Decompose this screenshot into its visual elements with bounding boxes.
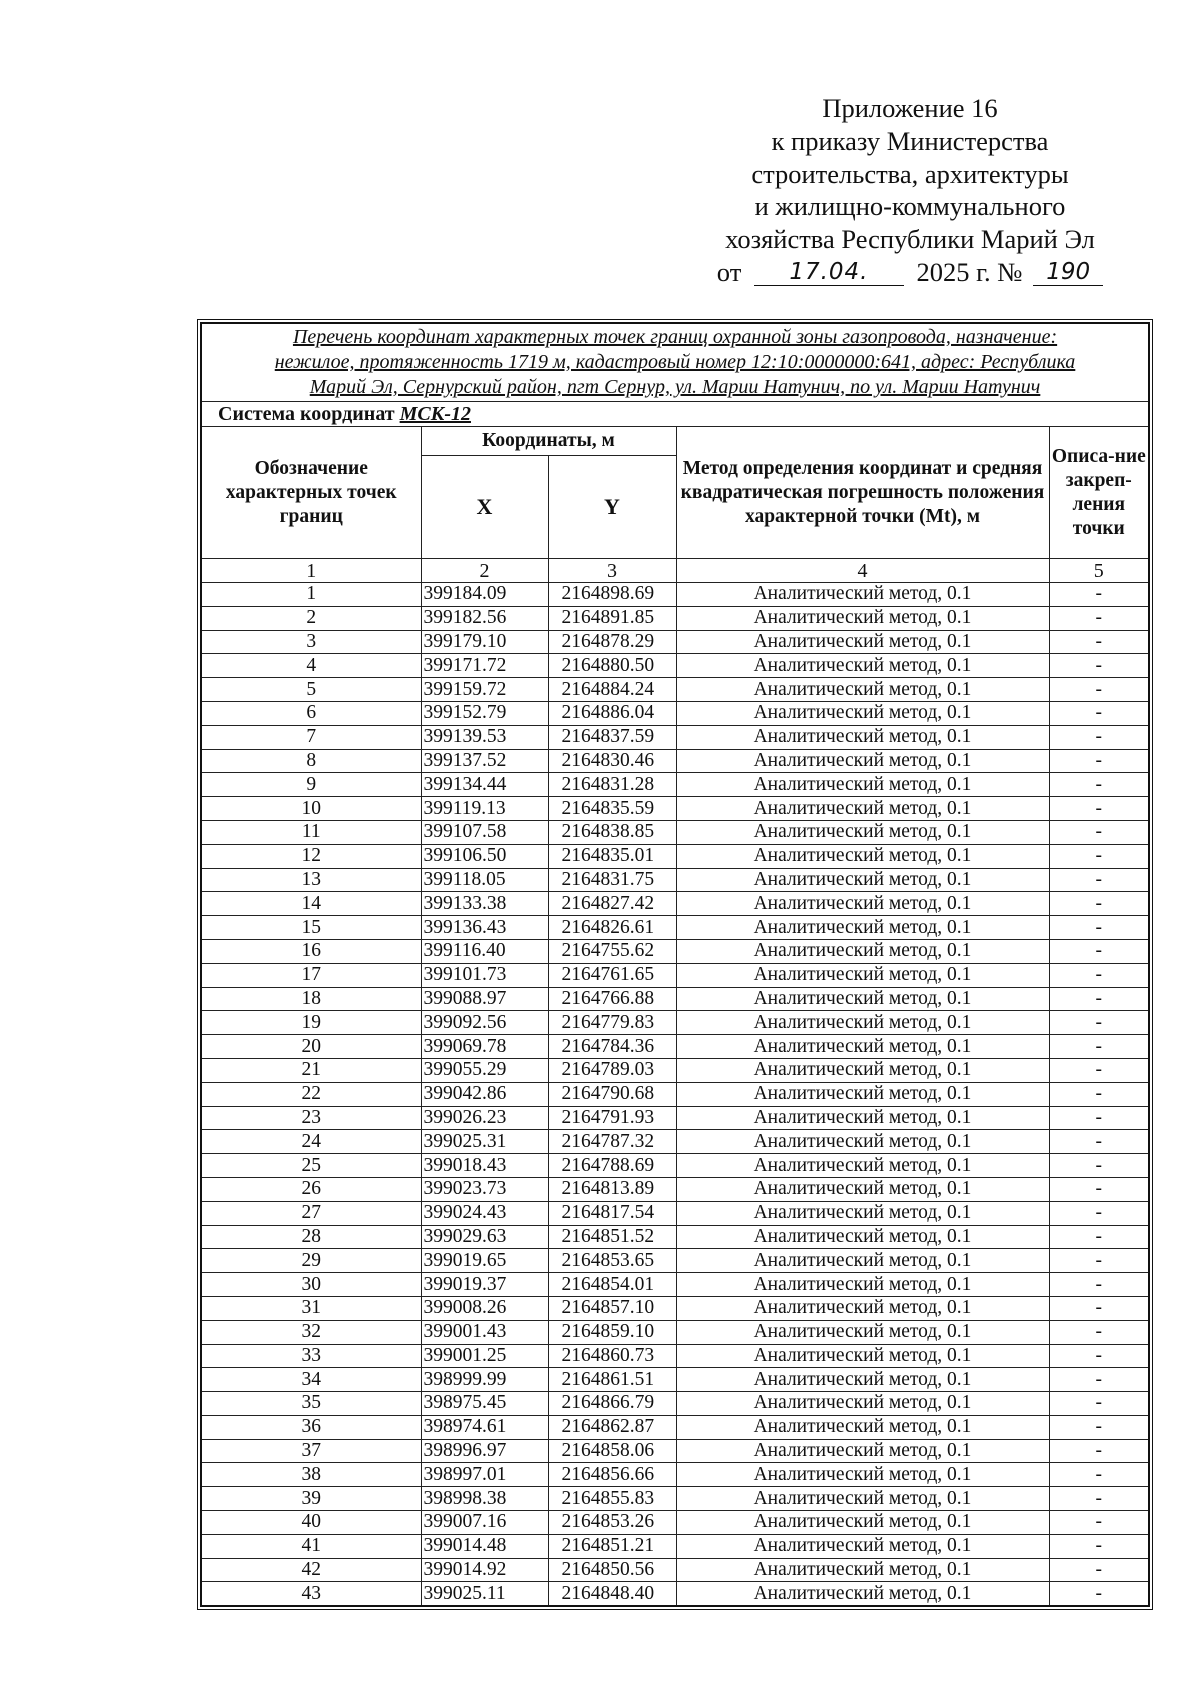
point-number: 8 <box>201 749 421 773</box>
coordinate-system-value: МСК-12 <box>399 402 471 425</box>
fixing-description: - <box>1049 1106 1149 1130</box>
table-row <box>201 1058 1149 1082</box>
table-row <box>201 1463 1149 1487</box>
method-accuracy: Аналитический метод, 0.1 <box>676 701 1049 725</box>
method-accuracy: Аналитический метод, 0.1 <box>676 987 1049 1011</box>
fixing-description: - <box>1049 749 1149 773</box>
method-accuracy: Аналитический метод, 0.1 <box>676 797 1049 821</box>
x-coordinate: 399152.79 <box>421 701 548 725</box>
y-coordinate: 2164880.50 <box>548 654 676 678</box>
date-prefix: от <box>716 256 742 287</box>
point-number: 31 <box>201 1296 421 1320</box>
y-coordinate: 2164851.21 <box>548 1534 676 1558</box>
x-coordinate: 399042.86 <box>421 1082 548 1106</box>
table-row <box>201 1558 1149 1582</box>
header-x: X <box>421 456 548 559</box>
method-accuracy: Аналитический метод, 0.1 <box>676 583 1049 607</box>
title-line: Перечень координат характерных точек границ охранной зоны газопровода, назначение: <box>292 326 1058 348</box>
y-coordinate: 2164853.65 <box>548 1249 676 1273</box>
x-coordinate: 399092.56 <box>421 1011 548 1035</box>
fixing-description: - <box>1049 1225 1149 1249</box>
header-line: строительства, архитектуры <box>751 158 1069 189</box>
x-coordinate: 399014.92 <box>421 1558 548 1582</box>
column-number: 4 <box>676 559 1049 583</box>
method-accuracy: Аналитический метод, 0.1 <box>676 1201 1049 1225</box>
header-coordinates: Координаты, м <box>421 427 676 456</box>
point-number: 22 <box>201 1082 421 1106</box>
table-title <box>201 323 1149 402</box>
y-coordinate: 2164861.51 <box>548 1368 676 1392</box>
table-row <box>201 939 1149 963</box>
fixing-description: - <box>1049 1368 1149 1392</box>
table-row <box>201 987 1149 1011</box>
table-row <box>201 583 1149 607</box>
fixing-description: - <box>1049 1344 1149 1368</box>
method-accuracy: Аналитический метод, 0.1 <box>676 1487 1049 1511</box>
x-coordinate: 399014.48 <box>421 1534 548 1558</box>
method-accuracy: Аналитический метод, 0.1 <box>676 1534 1049 1558</box>
table-row <box>201 1035 1149 1059</box>
y-coordinate: 2164755.62 <box>548 939 676 963</box>
x-coordinate: 399182.56 <box>421 606 548 630</box>
fixing-description: - <box>1049 1320 1149 1344</box>
x-coordinate: 399171.72 <box>421 654 548 678</box>
point-number: 6 <box>201 701 421 725</box>
method-accuracy: Аналитический метод, 0.1 <box>676 654 1049 678</box>
y-coordinate: 2164858.06 <box>548 1439 676 1463</box>
point-number: 39 <box>201 1487 421 1511</box>
coordinates-table <box>200 322 1150 1607</box>
table-row <box>201 1225 1149 1249</box>
point-number: 34 <box>201 1368 421 1392</box>
y-coordinate: 2164891.85 <box>548 606 676 630</box>
method-accuracy: Аналитический метод, 0.1 <box>676 1415 1049 1439</box>
y-coordinate: 2164835.59 <box>548 797 676 821</box>
method-accuracy: Аналитический метод, 0.1 <box>676 1058 1049 1082</box>
point-number: 12 <box>201 844 421 868</box>
y-coordinate: 2164831.75 <box>548 868 676 892</box>
method-accuracy: Аналитический метод, 0.1 <box>676 820 1049 844</box>
fixing-description: - <box>1049 1558 1149 1582</box>
fixing-description: - <box>1049 820 1149 844</box>
x-coordinate: 399116.40 <box>421 939 548 963</box>
table-row <box>201 1106 1149 1130</box>
fixing-description: - <box>1049 1534 1149 1558</box>
fixing-description: - <box>1049 987 1149 1011</box>
y-coordinate: 2164761.65 <box>548 963 676 987</box>
y-coordinate: 2164831.28 <box>548 773 676 797</box>
fixing-description: - <box>1049 583 1149 607</box>
table-row <box>201 844 1149 868</box>
table-row <box>201 725 1149 749</box>
y-coordinate: 2164859.10 <box>548 1320 676 1344</box>
x-coordinate: 399136.43 <box>421 916 548 940</box>
y-coordinate: 2164851.52 <box>548 1225 676 1249</box>
fixing-description: - <box>1049 868 1149 892</box>
column-number: 5 <box>1049 559 1149 583</box>
y-coordinate: 2164886.04 <box>548 701 676 725</box>
method-accuracy: Аналитический метод, 0.1 <box>676 1035 1049 1059</box>
x-coordinate: 399069.78 <box>421 1035 548 1059</box>
table-row <box>201 1296 1149 1320</box>
table-row <box>201 1201 1149 1225</box>
header-line: хозяйства Республики Марий Эл <box>725 224 1095 255</box>
table-row <box>201 1177 1149 1201</box>
method-accuracy: Аналитический метод, 0.1 <box>676 749 1049 773</box>
point-number: 36 <box>201 1415 421 1439</box>
point-number: 1 <box>201 583 421 607</box>
method-accuracy: Аналитический метод, 0.1 <box>676 1439 1049 1463</box>
fixing-description: - <box>1049 1177 1149 1201</box>
method-accuracy: Аналитический метод, 0.1 <box>676 916 1049 940</box>
table-row <box>201 749 1149 773</box>
header-line: Приложение 16 <box>822 93 998 123</box>
method-accuracy: Аналитический метод, 0.1 <box>676 1154 1049 1178</box>
y-coordinate: 2164838.85 <box>548 820 676 844</box>
x-coordinate: 399101.73 <box>421 963 548 987</box>
x-coordinate: 399023.73 <box>421 1177 548 1201</box>
title-line: Марий Эл, Сернурский район, пгт Сернур, ул. Марии Натунич, по ул. Марии Натунич <box>309 376 1041 398</box>
point-number: 40 <box>201 1511 421 1535</box>
y-coordinate: 2164853.26 <box>548 1511 676 1535</box>
fixing-description: - <box>1049 701 1149 725</box>
method-accuracy: Аналитический метод, 0.1 <box>676 1130 1049 1154</box>
y-coordinate: 2164856.66 <box>548 1463 676 1487</box>
header-method: Метод определения координат и средняя квадратическая погрешность положения характерной точки (Mt), м <box>676 427 1049 559</box>
point-number: 16 <box>201 939 421 963</box>
y-coordinate: 2164837.59 <box>548 725 676 749</box>
point-number: 25 <box>201 1154 421 1178</box>
x-coordinate: 399106.50 <box>421 844 548 868</box>
point-number: 15 <box>201 916 421 940</box>
x-coordinate: 399055.29 <box>421 1058 548 1082</box>
table-row <box>201 820 1149 844</box>
point-number: 10 <box>201 797 421 821</box>
fixing-description: - <box>1049 1011 1149 1035</box>
method-accuracy: Аналитический метод, 0.1 <box>676 678 1049 702</box>
table-row <box>201 773 1149 797</box>
y-coordinate: 2164784.36 <box>548 1035 676 1059</box>
fixing-description: - <box>1049 1082 1149 1106</box>
column-number: 2 <box>421 559 548 583</box>
method-accuracy: Аналитический метод, 0.1 <box>676 963 1049 987</box>
coordinate-system-row <box>201 402 1149 427</box>
table-row <box>201 1344 1149 1368</box>
x-coordinate: 398996.97 <box>421 1439 548 1463</box>
table-row <box>201 892 1149 916</box>
y-coordinate: 2164766.88 <box>548 987 676 1011</box>
method-accuracy: Аналитический метод, 0.1 <box>676 1225 1049 1249</box>
point-number: 38 <box>201 1463 421 1487</box>
handwritten-order-number: 190 <box>1033 259 1103 286</box>
x-coordinate: 398999.99 <box>421 1368 548 1392</box>
y-coordinate: 2164862.87 <box>548 1415 676 1439</box>
y-coordinate: 2164850.56 <box>548 1558 676 1582</box>
y-coordinate: 2164860.73 <box>548 1344 676 1368</box>
point-number: 26 <box>201 1177 421 1201</box>
y-coordinate: 2164813.89 <box>548 1177 676 1201</box>
table-row <box>201 1320 1149 1344</box>
point-number: 14 <box>201 892 421 916</box>
method-accuracy: Аналитический метод, 0.1 <box>676 1511 1049 1535</box>
table-row <box>201 1011 1149 1035</box>
y-coordinate: 2164866.79 <box>548 1392 676 1416</box>
table-row <box>201 797 1149 821</box>
table-row <box>201 678 1149 702</box>
point-number: 18 <box>201 987 421 1011</box>
fixing-description: - <box>1049 916 1149 940</box>
x-coordinate: 398975.45 <box>421 1392 548 1416</box>
table-row <box>201 1534 1149 1558</box>
x-coordinate: 399139.53 <box>421 725 548 749</box>
x-coordinate: 399008.26 <box>421 1296 548 1320</box>
method-accuracy: Аналитический метод, 0.1 <box>676 868 1049 892</box>
point-number: 35 <box>201 1392 421 1416</box>
fixing-description: - <box>1049 725 1149 749</box>
fixing-description: - <box>1049 1439 1149 1463</box>
fixing-description: - <box>1049 630 1149 654</box>
point-number: 30 <box>201 1273 421 1297</box>
x-coordinate: 399134.44 <box>421 773 548 797</box>
header-point-designation: Обозначение характерных точек границ <box>201 427 421 559</box>
table-row <box>201 1415 1149 1439</box>
y-coordinate: 2164854.01 <box>548 1273 676 1297</box>
point-number: 32 <box>201 1320 421 1344</box>
column-numbers-row <box>201 559 1149 583</box>
y-coordinate: 2164826.61 <box>548 916 676 940</box>
point-number: 21 <box>201 1058 421 1082</box>
table-row <box>201 630 1149 654</box>
method-accuracy: Аналитический метод, 0.1 <box>676 1582 1049 1606</box>
y-coordinate: 2164878.29 <box>548 630 676 654</box>
x-coordinate: 399088.97 <box>421 987 548 1011</box>
y-coordinate: 2164787.32 <box>548 1130 676 1154</box>
fixing-description: - <box>1049 606 1149 630</box>
y-coordinate: 2164848.40 <box>548 1582 676 1606</box>
header-line: к приказу Министерства <box>771 125 1049 156</box>
method-accuracy: Аналитический метод, 0.1 <box>676 844 1049 868</box>
fixing-description: - <box>1049 892 1149 916</box>
method-accuracy: Аналитический метод, 0.1 <box>676 1106 1049 1130</box>
point-number: 20 <box>201 1035 421 1059</box>
fixing-description: - <box>1049 1487 1149 1511</box>
point-number: 7 <box>201 725 421 749</box>
point-number: 5 <box>201 678 421 702</box>
fixing-description: - <box>1049 1249 1149 1273</box>
point-number: 28 <box>201 1225 421 1249</box>
fixing-description: - <box>1049 1273 1149 1297</box>
coordinate-system-label: Система координат <box>218 402 395 425</box>
point-number: 24 <box>201 1130 421 1154</box>
header-y: Y <box>548 456 676 559</box>
fixing-description: - <box>1049 1201 1149 1225</box>
fixing-description: - <box>1049 1392 1149 1416</box>
x-coordinate: 399133.38 <box>421 892 548 916</box>
fixing-description: - <box>1049 939 1149 963</box>
x-coordinate: 399119.13 <box>421 797 548 821</box>
table-row <box>201 1249 1149 1273</box>
x-coordinate: 399026.23 <box>421 1106 548 1130</box>
point-number: 2 <box>201 606 421 630</box>
handwritten-date: 17.04. <box>754 259 904 286</box>
point-number: 4 <box>201 654 421 678</box>
fixing-description: - <box>1049 797 1149 821</box>
y-coordinate: 2164779.83 <box>548 1011 676 1035</box>
table-row <box>201 654 1149 678</box>
y-coordinate: 2164884.24 <box>548 678 676 702</box>
x-coordinate: 399001.25 <box>421 1344 548 1368</box>
x-coordinate: 399179.10 <box>421 630 548 654</box>
y-coordinate: 2164791.93 <box>548 1106 676 1130</box>
fixing-description: - <box>1049 1463 1149 1487</box>
method-accuracy: Аналитический метод, 0.1 <box>676 1392 1049 1416</box>
method-accuracy: Аналитический метод, 0.1 <box>676 630 1049 654</box>
x-coordinate: 399025.31 <box>421 1130 548 1154</box>
y-coordinate: 2164790.68 <box>548 1082 676 1106</box>
y-coordinate: 2164789.03 <box>548 1058 676 1082</box>
method-accuracy: Аналитический метод, 0.1 <box>676 1368 1049 1392</box>
table-row <box>201 1487 1149 1511</box>
point-number: 19 <box>201 1011 421 1035</box>
point-number: 3 <box>201 630 421 654</box>
x-coordinate: 399019.37 <box>421 1273 548 1297</box>
x-coordinate: 398974.61 <box>421 1415 548 1439</box>
table-row <box>201 1130 1149 1154</box>
fixing-description: - <box>1049 1511 1149 1535</box>
x-coordinate: 399007.16 <box>421 1511 548 1535</box>
fixing-description: - <box>1049 1058 1149 1082</box>
point-number: 17 <box>201 963 421 987</box>
fixing-description: - <box>1049 1154 1149 1178</box>
method-accuracy: Аналитический метод, 0.1 <box>676 1273 1049 1297</box>
method-accuracy: Аналитический метод, 0.1 <box>676 1558 1049 1582</box>
point-number: 27 <box>201 1201 421 1225</box>
x-coordinate: 399019.65 <box>421 1249 548 1273</box>
method-accuracy: Аналитический метод, 0.1 <box>676 1463 1049 1487</box>
method-accuracy: Аналитический метод, 0.1 <box>676 1082 1049 1106</box>
column-number: 1 <box>201 559 421 583</box>
column-number: 3 <box>548 559 676 583</box>
year-number-label: 2025 г. № <box>916 256 1023 287</box>
table-row <box>201 1439 1149 1463</box>
x-coordinate: 399184.09 <box>421 583 548 607</box>
point-number: 11 <box>201 820 421 844</box>
appendix-header <box>690 92 1130 289</box>
y-coordinate: 2164827.42 <box>548 892 676 916</box>
method-accuracy: Аналитический метод, 0.1 <box>676 892 1049 916</box>
y-coordinate: 2164857.10 <box>548 1296 676 1320</box>
x-coordinate: 399159.72 <box>421 678 548 702</box>
header-description: Описа-ние закреп-ления точки <box>1049 427 1149 559</box>
fixing-description: - <box>1049 1582 1149 1606</box>
fixing-description: - <box>1049 1296 1149 1320</box>
method-accuracy: Аналитический метод, 0.1 <box>676 1011 1049 1035</box>
method-accuracy: Аналитический метод, 0.1 <box>676 939 1049 963</box>
point-number: 23 <box>201 1106 421 1130</box>
method-accuracy: Аналитический метод, 0.1 <box>676 773 1049 797</box>
x-coordinate: 399025.11 <box>421 1582 548 1606</box>
x-coordinate: 399107.58 <box>421 820 548 844</box>
x-coordinate: 399001.43 <box>421 1320 548 1344</box>
point-number: 13 <box>201 868 421 892</box>
table-row <box>201 701 1149 725</box>
fixing-description: - <box>1049 844 1149 868</box>
method-accuracy: Аналитический метод, 0.1 <box>676 1320 1049 1344</box>
method-accuracy: Аналитический метод, 0.1 <box>676 1296 1049 1320</box>
coordinate-rows <box>201 583 1149 1607</box>
method-accuracy: Аналитический метод, 0.1 <box>676 725 1049 749</box>
table-row <box>201 1273 1149 1297</box>
point-number: 33 <box>201 1344 421 1368</box>
point-number: 43 <box>201 1582 421 1606</box>
y-coordinate: 2164817.54 <box>548 1201 676 1225</box>
table-row <box>201 1511 1149 1535</box>
method-accuracy: Аналитический метод, 0.1 <box>676 606 1049 630</box>
method-accuracy: Аналитический метод, 0.1 <box>676 1177 1049 1201</box>
table-row <box>201 916 1149 940</box>
table-row <box>201 868 1149 892</box>
table-row <box>201 606 1149 630</box>
table-row <box>201 1082 1149 1106</box>
x-coordinate: 399137.52 <box>421 749 548 773</box>
y-coordinate: 2164835.01 <box>548 844 676 868</box>
order-date-line <box>690 256 1130 289</box>
table-row <box>201 1368 1149 1392</box>
point-number: 29 <box>201 1249 421 1273</box>
x-coordinate: 399118.05 <box>421 868 548 892</box>
table-row <box>201 1582 1149 1606</box>
y-coordinate: 2164898.69 <box>548 583 676 607</box>
method-accuracy: Аналитический метод, 0.1 <box>676 1249 1049 1273</box>
x-coordinate: 399029.63 <box>421 1225 548 1249</box>
title-line: нежилое, протяженность 1719 м, кадастровый номер 12:10:0000000:641, адрес: Республика <box>274 351 1076 373</box>
x-coordinate: 399024.43 <box>421 1201 548 1225</box>
x-coordinate: 398997.01 <box>421 1463 548 1487</box>
x-coordinate: 398998.38 <box>421 1487 548 1511</box>
table-row <box>201 1392 1149 1416</box>
fixing-description: - <box>1049 963 1149 987</box>
fixing-description: - <box>1049 654 1149 678</box>
fixing-description: - <box>1049 1035 1149 1059</box>
y-coordinate: 2164788.69 <box>548 1154 676 1178</box>
fixing-description: - <box>1049 773 1149 797</box>
y-coordinate: 2164855.83 <box>548 1487 676 1511</box>
fixing-description: - <box>1049 1415 1149 1439</box>
table-row <box>201 1154 1149 1178</box>
method-accuracy: Аналитический метод, 0.1 <box>676 1344 1049 1368</box>
table-row <box>201 963 1149 987</box>
fixing-description: - <box>1049 1130 1149 1154</box>
x-coordinate: 399018.43 <box>421 1154 548 1178</box>
fixing-description: - <box>1049 678 1149 702</box>
point-number: 42 <box>201 1558 421 1582</box>
point-number: 37 <box>201 1439 421 1463</box>
point-number: 9 <box>201 773 421 797</box>
y-coordinate: 2164830.46 <box>548 749 676 773</box>
point-number: 41 <box>201 1534 421 1558</box>
header-line: и жилищно-коммунального <box>754 191 1066 222</box>
